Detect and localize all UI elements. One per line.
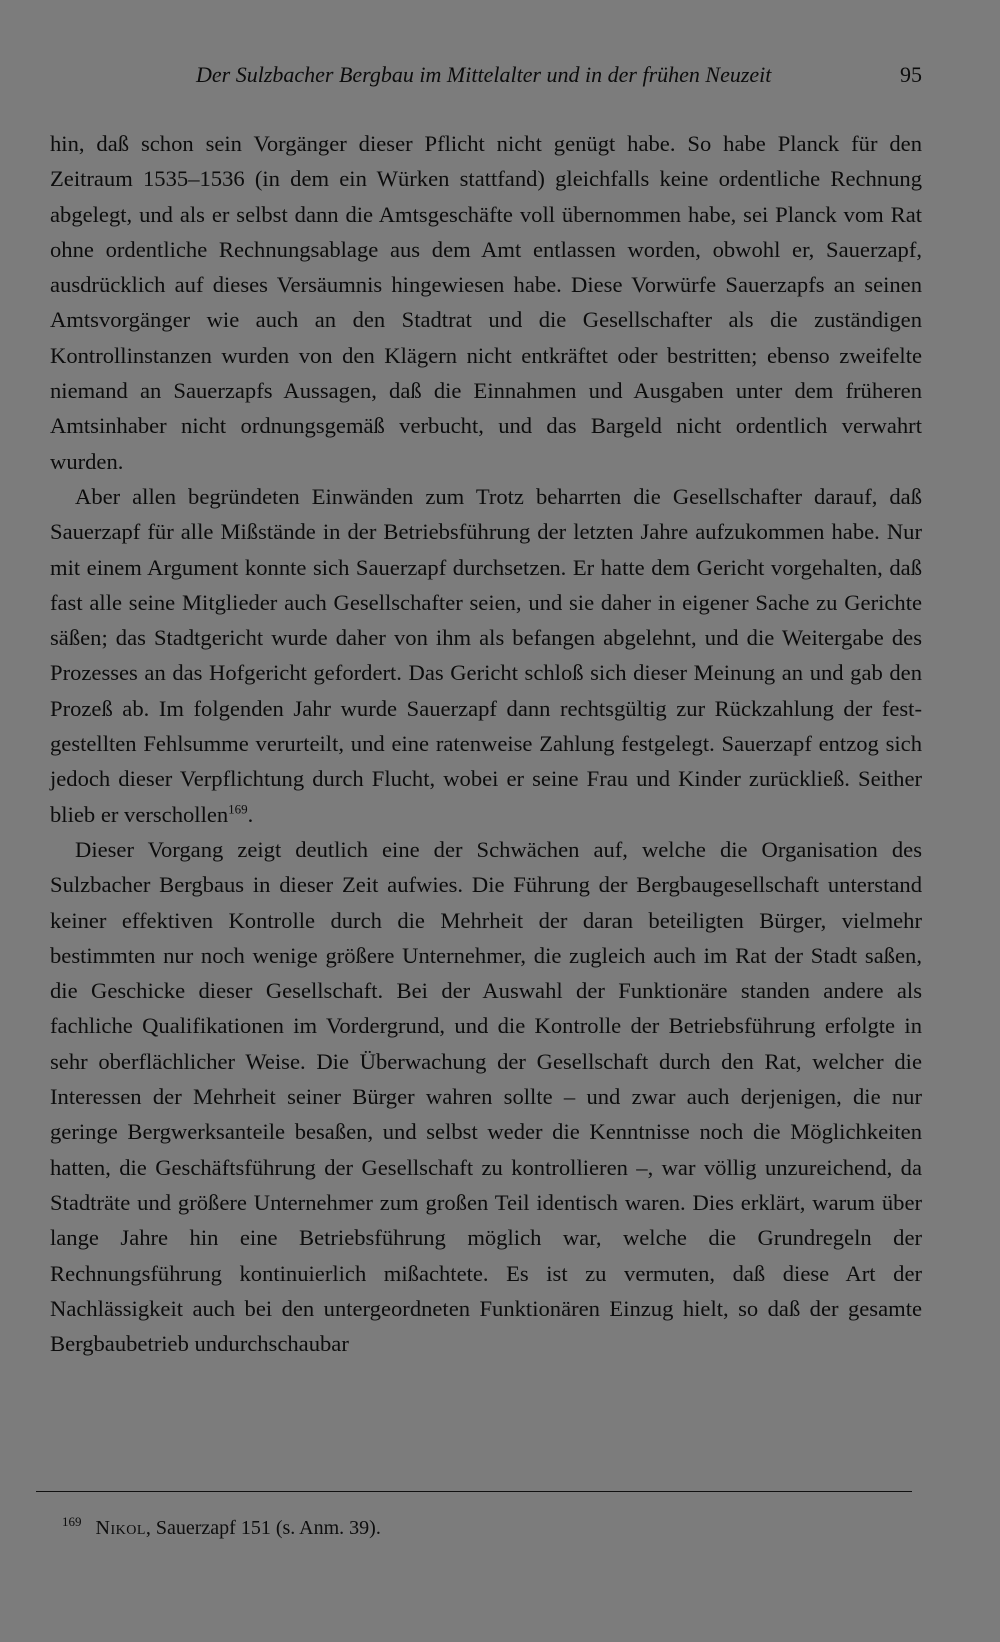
page-number: 95: [900, 62, 922, 87]
footnote: [62, 1513, 381, 1543]
paragraph-text: Aber allen begründeten Einwänden zum Trotz beharrten die Gesellschafter darauf, daß Sauerzapf für alle Mißstände in der Betriebsführung der letzten Jahre aufzukommen habe. Nur mit einem Argument konnte sich Sauerzapf durchsetzen. Er hatte dem Gericht vorgehalten, daß fast alle seine Mitglieder auch Gesellschafter seien, und sie daher in eigener Sache zu Gerichte säßen; das Stadtgericht wurde daher von ihm als befangen abgelehnt, und die Weitergabe des Prozesses an das Hofgericht gefordert. Das Gericht schloß sich dieser Meinung an und gab den Prozeß ab. Im folgenden Jahr wurde Sauerzapf dann rechtsgültig zur Rückzahlung der festgestellten Fehlsumme verurteilt, und eine ratenweise Zahlung festgelegt. Sauerzapf entzog sich jedoch dieser Verpflichtung durch Flucht, wobei er seine Frau und Kinder zurückließ. Seither blieb er verschollen: [50, 483, 922, 827]
footnote-number: 169: [62, 1514, 82, 1530]
footnote-divider: [36, 1491, 912, 1492]
footnote-author: Nikol: [95, 1517, 146, 1539]
footnote-text: , Sauerzapf 151 (s. Anm. 39).: [145, 1517, 381, 1539]
footnote-reference[interactable]: 169: [228, 801, 248, 817]
body-text: [50, 126, 922, 1361]
paragraph-2: [50, 479, 922, 832]
running-title: Der Sulzbacher Bergbau im Mittelalter und in der frühen Neuzeit: [196, 62, 772, 87]
paragraph-3: [50, 832, 922, 1361]
paragraph-text: Dieser Vorgang zeigt deutlich eine der Schwächen auf, welche die Organisation des Sulzbacher Bergbaus in dieser Zeit aufwies. Die Führung der Bergbaugesellschaft unterstand keiner effektiven Kontrolle durch die Mehrheit der daran beteiligten Bürger, vielmehr bestimmten nur noch wenige größere Unternehmer, die zugleich auch im Rat der Stadt saßen, die Geschicke dieser Gesellschaft. Bei der Auswahl der Funktionäre standen andere als fachliche Qualifikationen im Vordergrund, und die Kontrolle der Betriebsführung erfolgte in sehr oberflächlicher Weise. Die Überwachung der Gesellschaft durch den Rat, welcher die Interessen der Mehrheit seiner Bürger wahren sollte – und zwar auch derjenigen, die nur geringe Bergwerksanteile besaßen, und selbst weder die Kenntnisse noch die Möglichkeiten hatten, die Geschäftsführung der Gesellschaft zu kontrollieren –, war völlig unzureichend, da Stadträte und größere Unternehmer zum großen Teil identisch waren. Dies erklärt, warum über lange Jahre hin eine Betriebsführung möglich war, welche die Grundregeln der Rechnungsführung kontinuierlich mißachtete. Es ist zu vermuten, daß diese Art der Nachlässigkeit auch bei den untergeordneten Funktionären Einzug hielt, so daß der gesamte Bergbaubetrieb undurchschaubar: [50, 836, 922, 1357]
paragraph-1: [50, 126, 922, 479]
paragraph-text: hin, daß schon sein Vorgänger dieser Pflicht nicht genügt habe. So habe Planck für den Zeitraum 1535–1536 (in dem ein Würken stattfand) gleichfalls keine ordentliche Rechnung abgelegt, und als er selbst dann die Amtsgeschäfte voll übernommen habe, sei Planck vom Rat ohne ordentliche Rechnungsablage aus dem Amt entlassen worden, obwohl er, Sauerzapf, ausdrücklich auf dieses Versäumnis hingewiesen habe. Diese Vorwürfe Sauerzapfs an seinen Amtsvorgänger wie auch an den Stadtrat und die Gesellschafter als die zuständigen Kontrollinstanzen wurden von den Klägern nicht entkräftet oder bestritten; ebenso zweifelte niemand an Sauerzapfs Aussagen, daß die Einnahmen und Ausgaben unter dem früheren Amtsinhaber nicht ordnungsgemäß verbucht, und das Bargeld nicht ordentlich verwahrt wurden.: [50, 131, 922, 474]
paragraph-tail: .: [247, 801, 254, 827]
running-head: [50, 58, 922, 92]
